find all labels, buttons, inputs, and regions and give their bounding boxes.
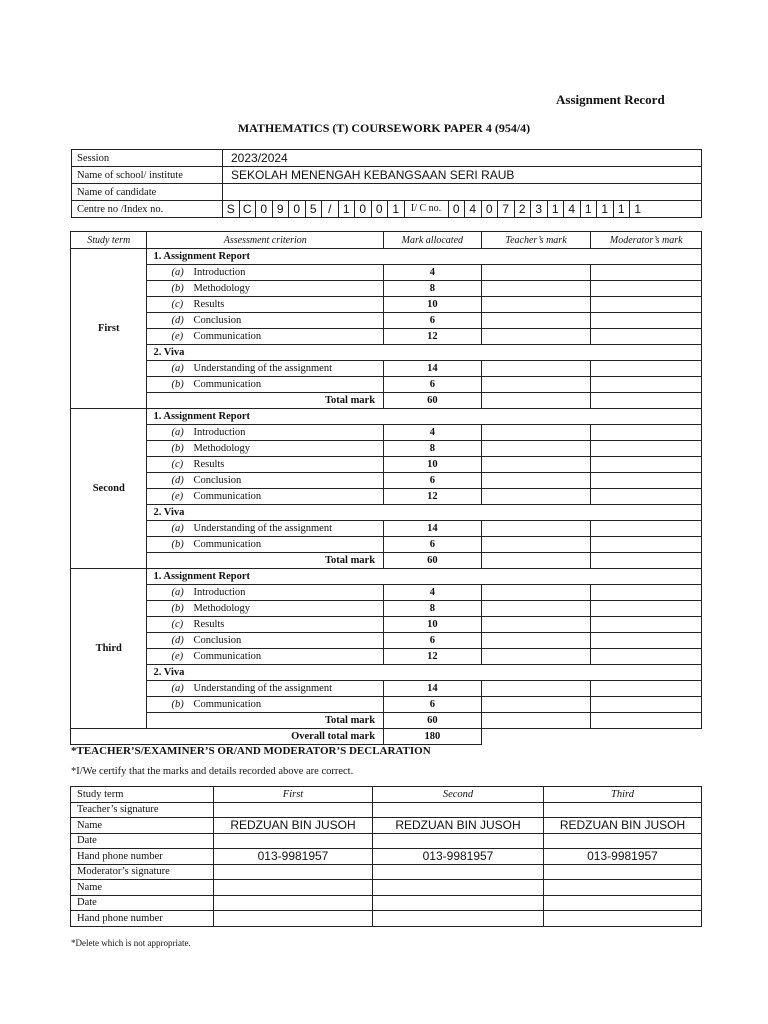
mark-allocated: 12 [384,489,482,505]
teacher-mark-cell[interactable] [481,697,591,713]
declaration-text: *I/We certify that the marks and details recorded above are correct. [71,766,354,777]
criterion-label: Introduction [193,587,246,598]
teacher-signature-third[interactable] [544,802,702,818]
assignment-report-heading: 1. Assignment Report [147,249,702,265]
mark-allocated: 10 [384,617,482,633]
total-mark-value: 60 [384,553,482,569]
report-criterion [147,649,384,665]
total-mark-value: 60 [384,713,482,729]
criterion-label: Understanding of the assignment [193,523,332,534]
viva-criterion [147,537,384,553]
moderator-mark-cell[interactable] [591,697,702,713]
ic-char[interactable]: 0 [482,201,499,217]
candidate-value[interactable] [223,184,702,201]
moderator-date-label: Date [71,895,214,911]
centre-char[interactable]: / [322,201,339,217]
moderator-mark-cell[interactable] [591,329,702,345]
teacher-name-label: Name [71,818,214,834]
criterion-letter: (a) [171,523,184,534]
moderator-phone-second[interactable] [373,911,544,927]
moderator-mark-cell[interactable] [591,473,702,489]
centre-char[interactable]: S [223,201,240,217]
ic-char[interactable]: 1 [597,201,614,217]
criterion-letter: (d) [171,475,184,486]
mark-allocated: 4 [384,425,482,441]
mark-allocated: 14 [384,361,482,377]
header-study-term: Study term [71,232,147,249]
report-criterion [147,425,384,441]
sig-term-first: First [214,787,373,803]
moderator-mark-cell[interactable] [591,281,702,297]
document-title: MATHEMATICS (T) COURSEWORK PAPER 4 (954/4) [237,121,531,135]
mark-allocated: 10 [384,297,482,313]
moderator-total-cell[interactable] [591,553,702,569]
moderator-total-cell[interactable] [591,713,702,729]
header-mark-allocated: Mark allocated [384,232,482,249]
centre-ic-row [223,201,702,218]
viva-heading: 2. Viva [147,665,702,681]
mark-allocated: 12 [384,329,482,345]
criterion-label: Results [193,619,225,630]
moderator-name-third[interactable] [544,880,702,896]
criterion-letter: (e) [171,651,184,662]
criterion-label: Understanding of the assignment [193,683,332,694]
teacher-total-cell[interactable] [481,553,591,569]
criterion-label: Conclusion [193,635,242,646]
criterion-label: Communication [193,379,262,390]
criterion-label: Understanding of the assignment [193,363,332,374]
school-label: Name of school/ institute [72,167,223,184]
school-value[interactable]: SEKOLAH MENENGAH KEBANGSAAN SERI RAUB [223,167,702,184]
moderator-mark-cell[interactable] [591,537,702,553]
criterion-letter: (a) [171,363,184,374]
teacher-mark-cell[interactable] [481,297,591,313]
teacher-mark-cell[interactable] [481,585,591,601]
ic-char[interactable]: 4 [564,201,581,217]
moderator-name-first[interactable] [214,880,373,896]
report-criterion [147,281,384,297]
centre-char[interactable]: 0 [289,201,306,217]
ic-char[interactable]: 3 [531,201,548,217]
candidate-label: Name of candidate [72,184,223,201]
moderator-mark-cell[interactable] [591,377,702,393]
viva-heading: 2. Viva [147,345,702,361]
teacher-mark-cell[interactable] [481,425,591,441]
criterion-letter: (b) [171,443,184,454]
teacher-mark-cell[interactable] [481,537,591,553]
report-criterion [147,329,384,345]
teacher-name-third[interactable]: REDZUAN BIN JUSOH [544,818,702,834]
assignment-report-heading: 1. Assignment Report [147,569,702,585]
teacher-mark-cell[interactable] [481,313,591,329]
mark-allocated: 8 [384,281,482,297]
total-mark-label: Total mark [147,713,384,729]
mark-allocated: 10 [384,457,482,473]
mark-allocated: 8 [384,441,482,457]
report-criterion [147,617,384,633]
centre-char[interactable]: 9 [273,201,290,217]
criterion-letter: (d) [171,635,184,646]
criterion-letter: (b) [171,283,184,294]
ic-char[interactable]: 1 [548,201,565,217]
teacher-total-cell[interactable] [481,713,591,729]
viva-criterion [147,377,384,393]
criterion-letter: (b) [171,379,184,390]
moderator-phone-first[interactable] [214,911,373,927]
teacher-mark-cell[interactable] [481,361,591,377]
mark-allocated: 6 [384,473,482,489]
moderator-mark-cell[interactable] [591,265,702,281]
moderator-mark-cell[interactable] [591,521,702,537]
teacher-mark-cell[interactable] [481,377,591,393]
teacher-date-label: Date [71,833,214,849]
moderator-mark-cell[interactable] [591,441,702,457]
report-criterion [147,489,384,505]
viva-criterion [147,521,384,537]
moderator-name-label: Name [71,880,214,896]
moderator-mark-cell[interactable] [591,681,702,697]
moderator-date-third[interactable] [544,895,702,911]
criterion-letter: (a) [171,683,184,694]
viva-heading: 2. Viva [147,505,702,521]
sig-term-third: Third [544,787,702,803]
teacher-mark-cell[interactable] [481,281,591,297]
moderator-phone-label: Hand phone number [71,911,214,927]
report-criterion [147,313,384,329]
teacher-mark-cell[interactable] [481,473,591,489]
teacher-mark-cell[interactable] [481,521,591,537]
criterion-letter: (c) [171,459,184,470]
session-value[interactable]: 2023/2024 [223,150,702,167]
moderator-signature-label: Moderator’s signature [71,864,214,880]
centre-label: Centre no /Index no. [72,201,223,218]
report-criterion [147,601,384,617]
centre-char[interactable]: 0 [256,201,273,217]
criterion-letter: (d) [171,315,184,326]
moderator-mark-cell[interactable] [591,361,702,377]
teacher-mark-cell[interactable] [481,329,591,345]
criterion-label: Communication [193,651,262,662]
header-criterion: Assessment criterion [147,232,384,249]
assignment-report-heading: 1. Assignment Report [147,409,702,425]
criterion-label: Methodology [193,603,251,614]
session-label: Session [72,150,223,167]
teacher-mark-cell[interactable] [481,617,591,633]
total-mark-value: 60 [384,393,482,409]
mark-allocated: 6 [384,377,482,393]
signature-table [70,786,702,927]
moderator-signature-first[interactable] [214,864,373,880]
criterion-label: Communication [193,539,262,550]
assignment-record-label: Assignment Record [556,92,665,107]
teacher-mark-cell[interactable] [481,649,591,665]
moderator-mark-cell[interactable] [591,649,702,665]
study-term-first: First [71,249,147,409]
criterion-label: Communication [193,699,262,710]
criterion-letter: (a) [171,427,184,438]
moderator-mark-cell[interactable] [591,489,702,505]
mark-allocated: 4 [384,265,482,281]
declaration-title: *TEACHER’S/EXAMINER’S OR/AND MODERATOR’S DECLARATION [71,745,431,757]
moderator-signature-third[interactable] [544,864,702,880]
teacher-phone-third[interactable]: 013-9981957 [544,849,702,865]
criterion-label: Conclusion [193,315,242,326]
sig-term-second: Second [373,787,544,803]
moderator-mark-cell[interactable] [591,601,702,617]
teacher-mark-cell[interactable] [481,265,591,281]
moderator-signature-second[interactable] [373,864,544,880]
overall-total-value: 180 [384,729,482,745]
teacher-date-third[interactable] [544,833,702,849]
criterion-letter: (b) [171,699,184,710]
overall-empty [481,729,701,745]
viva-criterion [147,361,384,377]
teacher-mark-cell[interactable] [481,457,591,473]
report-criterion [147,457,384,473]
mark-allocated: 6 [384,633,482,649]
study-term-third: Third [71,569,147,729]
report-criterion [147,265,384,281]
teacher-mark-cell[interactable] [481,489,591,505]
moderator-phone-third[interactable] [544,911,702,927]
teacher-signature-second[interactable] [373,802,544,818]
viva-criterion [147,681,384,697]
moderator-date-first[interactable] [214,895,373,911]
report-criterion [147,441,384,457]
criterion-label: Communication [193,491,262,502]
centre-char[interactable]: C [240,201,257,217]
criterion-label: Introduction [193,267,246,278]
report-criterion [147,633,384,649]
teacher-phone-first[interactable]: 013-9981957 [214,849,373,865]
overall-total-label: Overall total mark [71,729,384,745]
centre-char[interactable]: 0 [372,201,389,217]
moderator-date-second[interactable] [373,895,544,911]
moderator-total-cell[interactable] [591,393,702,409]
teacher-total-cell[interactable] [481,393,591,409]
moderator-mark-cell[interactable] [591,425,702,441]
criterion-letter: (b) [171,603,184,614]
mark-allocated: 6 [384,537,482,553]
teacher-mark-cell[interactable] [481,633,591,649]
ic-char[interactable]: 7 [498,201,515,217]
ic-char[interactable]: 2 [515,201,532,217]
criterion-label: Conclusion [193,475,242,486]
criterion-label: Results [193,459,225,470]
moderator-mark-cell[interactable] [591,617,702,633]
teacher-phone-label: Hand phone number [71,849,214,865]
sig-terms-label: Study term [71,787,214,803]
moderator-mark-cell[interactable] [591,313,702,329]
total-mark-label: Total mark [147,393,384,409]
ic-char[interactable]: 4 [465,201,482,217]
study-term-second: Second [71,409,147,569]
total-mark-label: Total mark [147,553,384,569]
centre-char[interactable]: 1 [388,201,405,217]
teacher-date-first[interactable] [214,833,373,849]
mark-allocated: 4 [384,585,482,601]
moderator-mark-cell[interactable] [591,457,702,473]
mark-allocated: 14 [384,681,482,697]
criterion-letter: (c) [171,299,184,310]
criterion-label: Methodology [193,443,251,454]
moderator-name-second[interactable] [373,880,544,896]
criterion-label: Methodology [193,283,251,294]
teacher-signature-first[interactable] [214,802,373,818]
ic-char[interactable]: 1 [634,202,642,216]
mark-allocated: 8 [384,601,482,617]
teacher-signature-label: Teacher’s signature [71,802,214,818]
moderator-mark-cell[interactable] [591,633,702,649]
criterion-letter: (a) [171,587,184,598]
teacher-name-second[interactable]: REDZUAN BIN JUSOH [373,818,544,834]
header-moderator-mark: Moderator’s mark [591,232,702,249]
header-teacher-mark: Teacher’s mark [481,232,591,249]
mark-allocated: 6 [384,313,482,329]
ic-char[interactable]: 1 [614,201,631,217]
report-criterion [147,585,384,601]
criterion-letter: (b) [171,539,184,550]
marks-table [70,231,702,745]
candidate-info-table [71,149,702,218]
mark-allocated: 14 [384,521,482,537]
teacher-mark-cell[interactable] [481,681,591,697]
criterion-letter: (a) [171,267,184,278]
report-criterion [147,473,384,489]
criterion-label: Introduction [193,427,246,438]
criterion-label: Results [193,299,225,310]
centre-char[interactable]: 0 [355,201,372,217]
mark-allocated: 6 [384,697,482,713]
criterion-letter: (e) [171,491,184,502]
criterion-letter: (c) [171,619,184,630]
teacher-mark-cell[interactable] [481,601,591,617]
ic-char[interactable]: 1 [581,201,598,217]
teacher-name-first[interactable]: REDZUAN BIN JUSOH [214,818,373,834]
teacher-date-second[interactable] [373,833,544,849]
moderator-mark-cell[interactable] [591,297,702,313]
teacher-phone-second[interactable]: 013-9981957 [373,849,544,865]
criterion-label: Communication [193,331,262,342]
mark-allocated: 12 [384,649,482,665]
ic-label: I/ C no. [405,201,449,217]
moderator-mark-cell[interactable] [591,585,702,601]
ic-char[interactable]: 0 [449,201,466,217]
criterion-letter: (e) [171,331,184,342]
report-criterion [147,297,384,313]
centre-char[interactable]: 5 [306,201,323,217]
centre-char[interactable]: 1 [339,201,356,217]
footnote: *Delete which is not appropriate. [71,938,191,948]
viva-criterion [147,697,384,713]
teacher-mark-cell[interactable] [481,441,591,457]
